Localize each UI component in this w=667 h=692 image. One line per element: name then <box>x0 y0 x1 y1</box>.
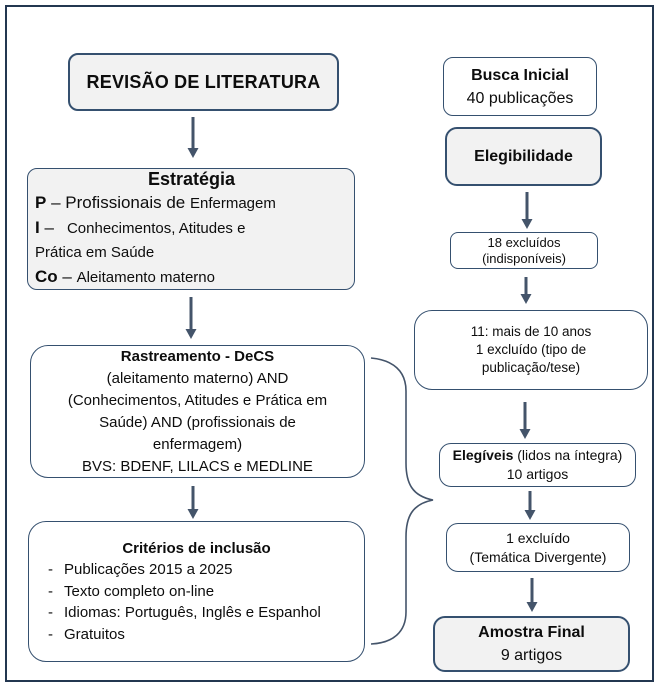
criterios-item <box>35 602 358 624</box>
criterios-item-text: Idiomas: Português, Inglês e Espanhol <box>64 604 321 622</box>
estrategia-text-i: Conhecimentos, Atitudes e <box>58 220 246 237</box>
revisao-title: REVISÃO DE LITERATURA <box>86 71 321 92</box>
elegibilidade-title: Elegibilidade <box>474 147 573 165</box>
estrategia-dash: – <box>57 267 77 286</box>
box-busca-inicial <box>443 57 597 116</box>
estrategia-text-p-small: Enfermagem <box>189 195 276 212</box>
amostra-title: Amostra Final <box>478 624 585 641</box>
box-11-mais-de-10-anos <box>414 310 648 390</box>
rastreamento-title: Rastreamento - DeCS <box>120 347 275 365</box>
dash-bullet: - <box>48 582 53 600</box>
estrategia-line-i <box>35 216 348 241</box>
amostra-count: 9 artigos <box>500 647 563 664</box>
rastreamento-line: Saúde) AND (profissionais de <box>99 413 296 431</box>
busca-count: 40 publicações <box>466 89 574 107</box>
mais10anos-line1: 11: mais de 10 anos <box>470 324 592 339</box>
elegiveis-rest: (lidos na íntegra) <box>513 447 623 463</box>
elegiveis-bold: Elegíveis <box>452 447 514 463</box>
box-revisao-literatura <box>68 53 339 111</box>
criterios-title: Critérios de inclusão <box>122 539 271 557</box>
estrategia-key-i: I <box>35 218 40 237</box>
box-18-excluidos <box>450 232 598 269</box>
mais10anos-line2: 1 excluído (tipo de <box>475 342 587 357</box>
rastreamento-line: enfermagem) <box>152 435 243 453</box>
estrategia-key-co: Co <box>35 267 58 286</box>
estrategia-text-i-cont: Prática em Saúde <box>35 244 155 261</box>
estrategia-line-i-cont <box>35 241 348 265</box>
dash-bullet: - <box>48 561 53 579</box>
box-elegiveis <box>439 443 636 487</box>
box-criterios-inclusao <box>28 521 365 662</box>
criterios-item <box>35 581 358 603</box>
elegiveis-count: 10 artigos <box>506 466 569 482</box>
estrategia-dash: – <box>46 193 66 212</box>
dash-bullet: - <box>48 604 53 622</box>
criterios-item-text: Texto completo on-line <box>64 582 215 600</box>
estrategia-line-co <box>35 265 348 290</box>
estrategia-line-p <box>35 191 348 216</box>
excluidos18-line1: 18 excluídos <box>487 234 561 250</box>
box-estrategia <box>27 168 355 290</box>
excluido1-line1: 1 excluído <box>506 529 570 546</box>
estrategia-text-co: Aleitamento materno <box>76 269 215 286</box>
estrategia-text-p: Profissionais de <box>65 193 190 212</box>
box-rastreamento-decs <box>30 345 365 478</box>
rastreamento-bvs-line: BVS: BDENF, LILACS e MEDLINE <box>82 457 313 475</box>
estrategia-dash: – <box>39 218 59 237</box>
criterios-item-text: Publicações 2015 a 2025 <box>64 561 233 579</box>
criterios-item <box>35 624 358 646</box>
excluidos18-line2: (indisponíveis) <box>482 250 566 266</box>
dash-bullet: - <box>48 625 53 643</box>
estrategia-key-p: P <box>35 193 47 212</box>
estrategia-title: Estratégia <box>147 169 236 189</box>
busca-title: Busca Inicial <box>471 66 569 84</box>
box-elegibilidade <box>445 127 602 186</box>
excluido1-line2: (Temática Divergente) <box>469 548 607 565</box>
rastreamento-line: (aleitamento materno) AND <box>106 369 289 387</box>
box-1-excluido <box>446 523 630 572</box>
box-amostra-final <box>433 616 630 672</box>
mais10anos-line3: publicação/tese) <box>481 360 581 375</box>
criterios-item-text: Gratuitos <box>64 625 125 643</box>
elegiveis-line1 <box>453 446 623 465</box>
criterios-item <box>35 559 358 581</box>
rastreamento-line: (Conhecimentos, Atitudes e Prática em <box>67 391 328 409</box>
